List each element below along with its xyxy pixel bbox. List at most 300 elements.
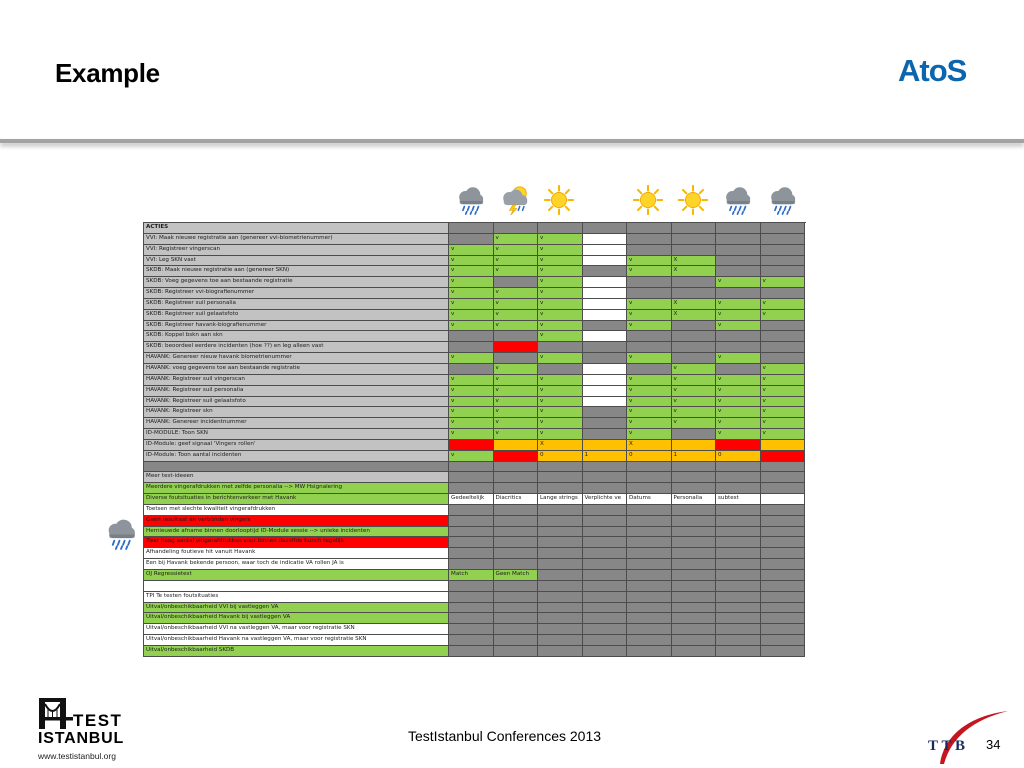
status-cell [583, 277, 628, 288]
status-cell [761, 613, 806, 624]
table-row [144, 483, 806, 494]
status-cell: v [449, 310, 494, 321]
status-cell [538, 559, 583, 570]
table-row [144, 397, 806, 408]
status-cell [672, 527, 717, 538]
status-cell [627, 646, 672, 657]
status-cell [716, 342, 761, 353]
row-label: SKDB: Registreer vvi-biografienummer [144, 288, 449, 299]
status-cell: v [716, 407, 761, 418]
status-cell [583, 364, 628, 375]
table-row [144, 537, 806, 548]
status-cell [449, 440, 494, 451]
table-row [144, 321, 806, 332]
status-cell [716, 505, 761, 516]
status-cell: v [538, 429, 583, 440]
status-cell: v [538, 299, 583, 310]
status-cell: v [672, 397, 717, 408]
status-cell: v [449, 397, 494, 408]
status-cell [494, 342, 539, 353]
status-cell [761, 451, 806, 462]
status-cell [449, 635, 494, 646]
status-cell [716, 364, 761, 375]
status-cell [583, 581, 628, 592]
sun-icon [537, 183, 582, 217]
status-cell [494, 516, 539, 527]
status-cell [672, 462, 717, 473]
status-cell: Lange strings [538, 494, 583, 505]
status-cell [716, 635, 761, 646]
status-cell [761, 581, 806, 592]
status-cell: v [627, 386, 672, 397]
status-cell: v [494, 234, 539, 245]
status-cell: v [449, 353, 494, 364]
status-cell: v [494, 245, 539, 256]
status-cell: v [627, 321, 672, 332]
status-cell: v [716, 321, 761, 332]
status-cell: v [494, 310, 539, 321]
status-cell [716, 624, 761, 635]
status-cell [538, 364, 583, 375]
status-cell [761, 331, 806, 342]
status-cell [761, 462, 806, 473]
weather-icon-row [448, 183, 804, 217]
row-label: HAVANK: Genereer nieuw havank biometrienummer [144, 353, 449, 364]
status-cell [761, 537, 806, 548]
status-cell: v [449, 299, 494, 310]
status-cell: v [449, 375, 494, 386]
status-cell [761, 245, 806, 256]
status-cell: subtest [716, 494, 761, 505]
status-cell: v [449, 451, 494, 462]
status-cell: 0 [627, 451, 672, 462]
status-cell: v [672, 364, 717, 375]
status-cell: v [538, 234, 583, 245]
status-cell [761, 483, 806, 494]
status-cell [583, 299, 628, 310]
status-cell: v [761, 397, 806, 408]
status-cell: Geen Match [494, 570, 539, 581]
table-row [144, 548, 806, 559]
status-cell [583, 429, 628, 440]
status-cell: v [449, 288, 494, 299]
status-cell: v [716, 375, 761, 386]
status-cell [672, 624, 717, 635]
status-cell [538, 342, 583, 353]
status-cell [672, 559, 717, 570]
row-label: Uitval/onbeschikbaarheid SKDB [144, 646, 449, 657]
status-cell: X [538, 440, 583, 451]
status-cell: v [538, 386, 583, 397]
row-label: SKDB: Registreer havank-biografienummer [144, 321, 449, 332]
status-cell [538, 613, 583, 624]
table-row [144, 603, 806, 614]
row-label: SKDB: Maak nieuwe registratie aan (genereer SKN) [144, 266, 449, 277]
status-cell [538, 462, 583, 473]
status-cell [583, 266, 628, 277]
status-cell: v [494, 321, 539, 332]
status-cell [716, 603, 761, 614]
status-cell [716, 288, 761, 299]
table-row [144, 429, 806, 440]
status-cell [583, 407, 628, 418]
status-cell [583, 570, 628, 581]
status-cell [672, 483, 717, 494]
status-cell [583, 592, 628, 603]
status-cell: v [716, 277, 761, 288]
status-cell [538, 635, 583, 646]
status-cell [583, 635, 628, 646]
row-label [144, 462, 449, 473]
status-cell [672, 603, 717, 614]
atos-logo: AtoS [898, 53, 967, 88]
table-row [144, 494, 806, 505]
status-cell [627, 516, 672, 527]
row-label: ACTIES [144, 223, 449, 234]
status-cell [761, 321, 806, 332]
status-cell: v [627, 299, 672, 310]
status-cell [627, 624, 672, 635]
table-row [144, 516, 806, 527]
status-cell [583, 397, 628, 408]
row-label: HAVANK: voeg gegevens toe aan bestaande registratie [144, 364, 449, 375]
status-cell: v [716, 299, 761, 310]
status-cell: v [627, 256, 672, 267]
status-cell [627, 527, 672, 538]
table-row [144, 407, 806, 418]
status-cell [449, 646, 494, 657]
status-cell [583, 462, 628, 473]
status-cell [494, 472, 539, 483]
status-cell [449, 223, 494, 234]
row-label: Uitval/onbeschikbaarheid Havank na vastleggen VA, maar voor registratie SKN [144, 635, 449, 646]
status-cell [761, 635, 806, 646]
status-cell [672, 245, 717, 256]
row-label: SKDB: Koppel bskn aan skn [144, 331, 449, 342]
status-cell: v [627, 375, 672, 386]
status-cell [583, 245, 628, 256]
table-row [144, 277, 806, 288]
status-cell [627, 288, 672, 299]
status-cell [583, 624, 628, 635]
status-cell [449, 603, 494, 614]
status-cell: v [494, 256, 539, 267]
status-cell: v [449, 407, 494, 418]
status-cell [583, 646, 628, 657]
status-cell [672, 592, 717, 603]
row-label: Uitval/onbeschikbaarheid VVI na vastleggen VA, maar voor registratie SKN [144, 624, 449, 635]
table-row [144, 613, 806, 624]
row-label: HAVANK: Registreer suil personalia [144, 386, 449, 397]
status-cell: v [494, 299, 539, 310]
status-cell [761, 266, 806, 277]
status-cell: 0 [538, 451, 583, 462]
status-cell [538, 472, 583, 483]
status-cell [627, 505, 672, 516]
status-cell: v [716, 397, 761, 408]
status-cell [716, 646, 761, 657]
table-row [144, 472, 806, 483]
status-cell [761, 342, 806, 353]
status-cell: v [761, 418, 806, 429]
status-cell [583, 516, 628, 527]
status-cell [716, 613, 761, 624]
status-cell [538, 581, 583, 592]
status-cell [672, 613, 717, 624]
row-label: ID-MODULE: Toon SKN [144, 429, 449, 440]
status-cell [716, 537, 761, 548]
table-row [144, 635, 806, 646]
status-cell [494, 581, 539, 592]
status-cell [627, 462, 672, 473]
status-cell [716, 516, 761, 527]
row-label: Een bij Havank bekende persoon, waar toch de indicatie VA rollen JA is [144, 559, 449, 570]
status-cell: v [627, 397, 672, 408]
row-label: Meer test-ideeen [144, 472, 449, 483]
row-label: Meerdere vingerafdrukken met zelfde personalia --> MW Hsignalering [144, 483, 449, 494]
status-cell [627, 483, 672, 494]
status-cell: v [627, 418, 672, 429]
status-cell: v [761, 364, 806, 375]
status-cell [672, 635, 717, 646]
table-row [144, 375, 806, 386]
status-cell: v [538, 407, 583, 418]
status-cell [494, 277, 539, 288]
status-cell [716, 527, 761, 538]
status-cell: v [761, 277, 806, 288]
status-cell [716, 570, 761, 581]
status-cell [761, 505, 806, 516]
status-cell [494, 613, 539, 624]
status-cell [494, 483, 539, 494]
sun-icon [671, 183, 716, 217]
status-cell: v [449, 321, 494, 332]
status-cell [449, 527, 494, 538]
status-cell: 1 [583, 451, 628, 462]
status-cell [449, 559, 494, 570]
status-cell [583, 472, 628, 483]
empty-icon-slot [582, 183, 627, 217]
status-cell [716, 245, 761, 256]
status-table [143, 222, 806, 657]
status-cell: v [494, 429, 539, 440]
status-cell: Personalia [672, 494, 717, 505]
status-cell [761, 516, 806, 527]
status-cell [538, 537, 583, 548]
status-cell [494, 331, 539, 342]
row-label: VVI: Registreer vingerscan [144, 245, 449, 256]
status-cell: v [761, 386, 806, 397]
status-cell [627, 570, 672, 581]
status-cell [449, 342, 494, 353]
status-cell [627, 613, 672, 624]
status-cell: X [672, 310, 717, 321]
status-cell: v [716, 429, 761, 440]
slide-title: Example [55, 58, 160, 88]
status-cell [761, 223, 806, 234]
status-cell: v [449, 418, 494, 429]
row-label: Uitval/onbeschikbaarheid VVI bij vastleggen VA [144, 603, 449, 614]
row-label: ID-Module: geef signaal 'Vingers rollen' [144, 440, 449, 451]
status-cell: v [449, 245, 494, 256]
row-label: Diverse foutsituaties in berichtenverkeer met Havank [144, 494, 449, 505]
status-cell [627, 581, 672, 592]
status-cell [672, 581, 717, 592]
status-cell [627, 559, 672, 570]
status-cell [583, 613, 628, 624]
table-row [144, 342, 806, 353]
status-cell: v [538, 397, 583, 408]
status-cell [761, 646, 806, 657]
status-cell: X [672, 256, 717, 267]
status-cell [583, 256, 628, 267]
status-cell [627, 635, 672, 646]
status-cell [672, 505, 717, 516]
table-row [144, 353, 806, 364]
row-label: TPI Te testen foutsituaties [144, 592, 449, 603]
row-label: VVI: Leg SKN vast [144, 256, 449, 267]
table-row [144, 451, 806, 462]
status-cell [449, 483, 494, 494]
table-row [144, 386, 806, 397]
status-cell: Gedeeltelijk [449, 494, 494, 505]
status-cell [494, 353, 539, 364]
status-cell [494, 451, 539, 462]
status-cell [627, 592, 672, 603]
status-cell: v [672, 386, 717, 397]
table-row [144, 462, 806, 473]
table-row [144, 559, 806, 570]
status-cell [627, 364, 672, 375]
table-row [144, 310, 806, 321]
status-cell [583, 353, 628, 364]
status-cell [672, 321, 717, 332]
status-cell [716, 581, 761, 592]
status-cell [583, 527, 628, 538]
status-cell [672, 331, 717, 342]
status-cell [716, 548, 761, 559]
status-cell [761, 472, 806, 483]
status-cell [672, 288, 717, 299]
table-row [144, 364, 806, 375]
status-cell [627, 223, 672, 234]
status-cell [672, 353, 717, 364]
status-cell [538, 570, 583, 581]
status-cell: v [538, 353, 583, 364]
status-cell [494, 624, 539, 635]
status-cell: v [494, 266, 539, 277]
status-cell: v [494, 375, 539, 386]
table-row [144, 527, 806, 538]
status-cell [538, 592, 583, 603]
status-cell: v [538, 256, 583, 267]
status-cell: v [538, 277, 583, 288]
status-cell [716, 331, 761, 342]
status-cell [583, 548, 628, 559]
status-cell [538, 646, 583, 657]
status-cell [449, 624, 494, 635]
page-number: 34 [986, 737, 1001, 752]
status-cell [494, 559, 539, 570]
logo-test-text: TEST [73, 711, 123, 730]
status-cell: v [672, 375, 717, 386]
status-cell [583, 310, 628, 321]
status-cell [627, 277, 672, 288]
bridge-icon [38, 696, 74, 730]
status-cell [627, 603, 672, 614]
row-label: ID-Module: Toon aantal incidenten [144, 451, 449, 462]
rain-cloud-icon [103, 516, 138, 551]
status-cell [538, 624, 583, 635]
row-label: HAVANK: Registreer skn [144, 407, 449, 418]
rain-cloud-icon [715, 183, 760, 217]
status-cell [494, 646, 539, 657]
status-cell: v [761, 299, 806, 310]
status-cell: Diacritics [494, 494, 539, 505]
status-cell [716, 559, 761, 570]
table-row [144, 234, 806, 245]
status-cell: v [627, 310, 672, 321]
status-cell [494, 223, 539, 234]
status-cell: v [716, 386, 761, 397]
status-cell [494, 440, 539, 451]
status-cell [761, 288, 806, 299]
status-cell [583, 483, 628, 494]
status-cell [672, 429, 717, 440]
status-cell [672, 516, 717, 527]
status-cell [672, 234, 717, 245]
status-cell [538, 548, 583, 559]
row-label: Zeer hoog aantal vingerafdrukken voor binnen dezelfde bunch tegelijk [144, 537, 449, 548]
status-cell [449, 364, 494, 375]
status-cell [761, 624, 806, 635]
status-cell: v [716, 310, 761, 321]
status-cell [627, 331, 672, 342]
row-label: OJ Regressietest [144, 570, 449, 581]
table-row [144, 646, 806, 657]
row-label: Uitval/onbeschikbaarheid Havank bij vastleggen VA [144, 613, 449, 624]
status-cell: v [538, 288, 583, 299]
status-cell [583, 234, 628, 245]
row-label: SKDB: Registreer suil personalia [144, 299, 449, 310]
sun-icon [626, 183, 671, 217]
status-cell [761, 559, 806, 570]
table-row [144, 505, 806, 516]
status-cell [449, 234, 494, 245]
row-label: SKDB: beoordeel eerdere incidenten (hoe ??) en leg alleen vast [144, 342, 449, 353]
status-cell [449, 581, 494, 592]
table-row [144, 440, 806, 451]
status-cell [494, 548, 539, 559]
status-cell [494, 592, 539, 603]
status-cell [583, 386, 628, 397]
status-cell [449, 548, 494, 559]
status-cell [761, 548, 806, 559]
status-cell: v [761, 429, 806, 440]
ttb-logo: TTB [928, 738, 969, 754]
status-cell: v [538, 266, 583, 277]
status-cell [672, 342, 717, 353]
status-cell: Datums [627, 494, 672, 505]
status-cell [494, 603, 539, 614]
status-cell: v [449, 256, 494, 267]
status-cell: v [716, 418, 761, 429]
status-cell: v [494, 288, 539, 299]
status-cell [761, 353, 806, 364]
status-cell [583, 288, 628, 299]
status-cell [672, 537, 717, 548]
table-row [144, 581, 806, 592]
